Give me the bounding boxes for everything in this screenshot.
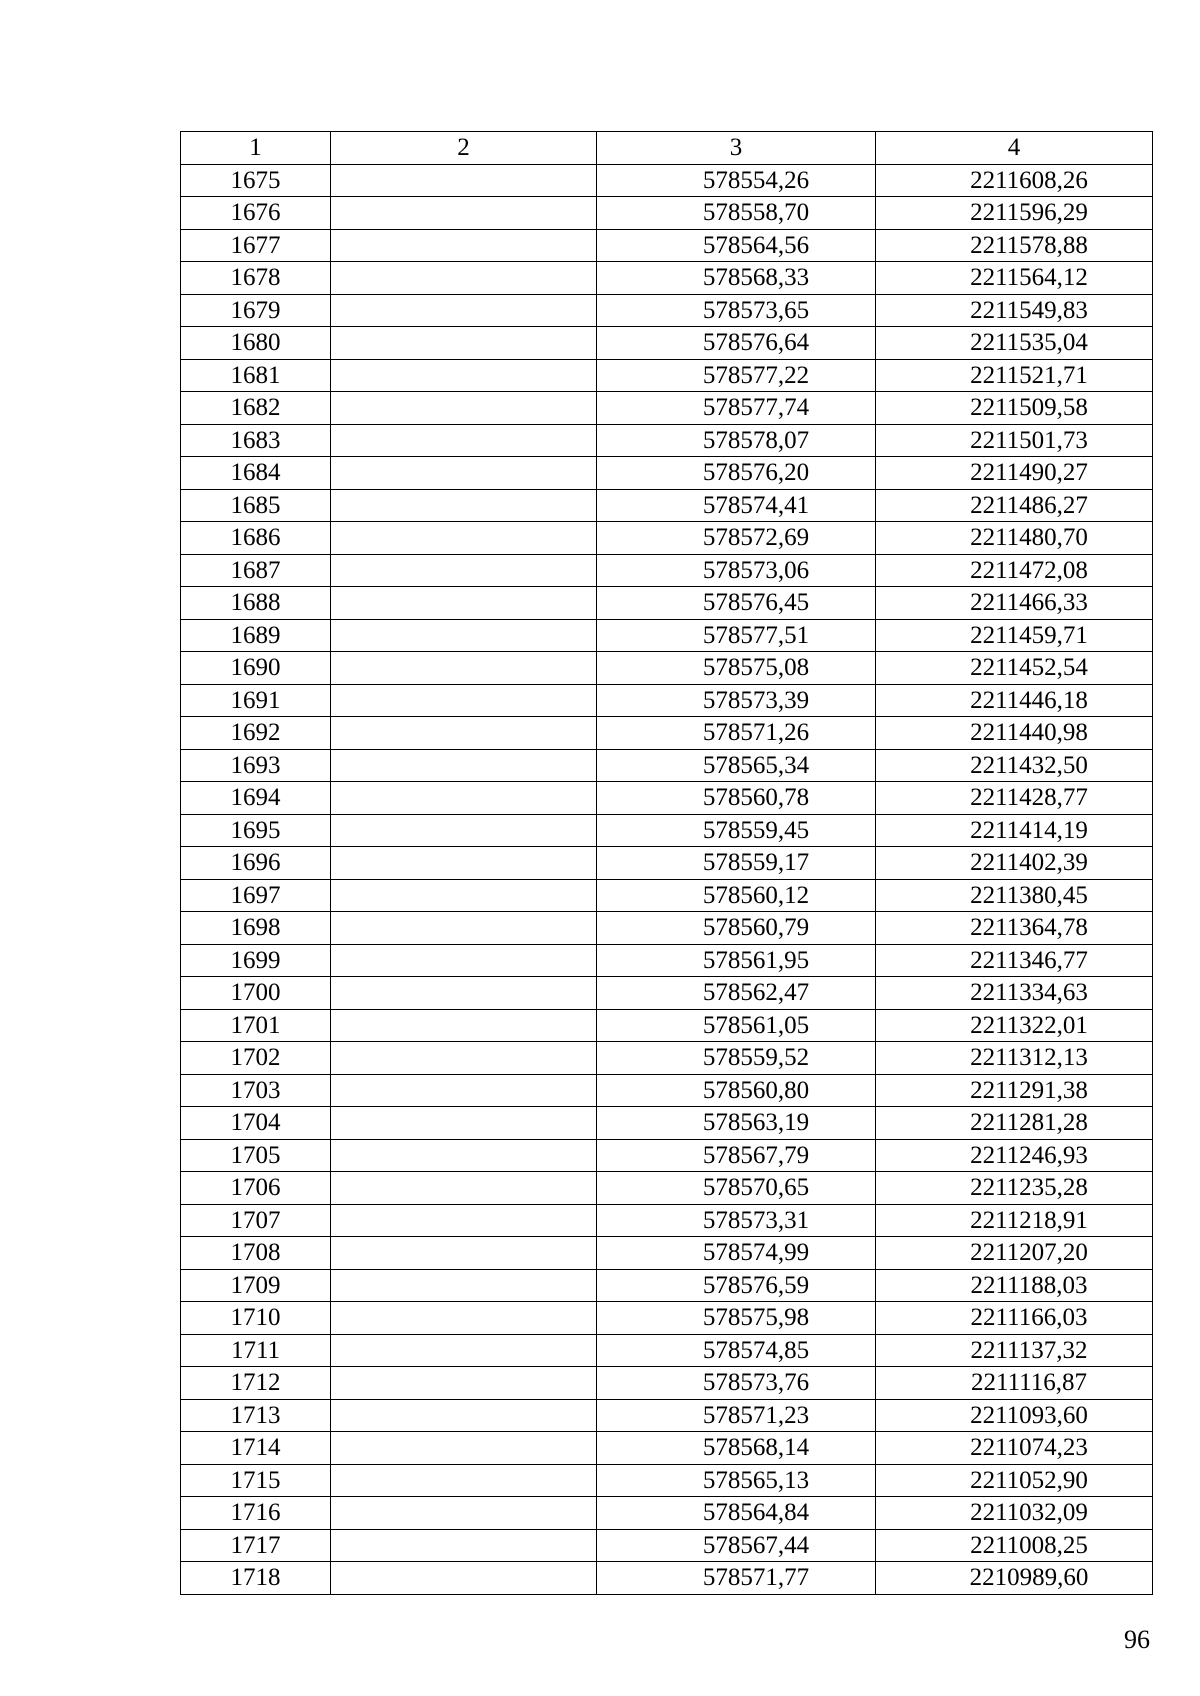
table-row: [181, 847, 1153, 880]
point-number-cell: 1685: [181, 489, 331, 522]
table-row: [181, 1139, 1153, 1172]
empty-cell: [331, 782, 597, 815]
header-row: [181, 132, 1153, 165]
table-row: [181, 749, 1153, 782]
point-number-cell: 1680: [181, 327, 331, 360]
y-coordinate-cell: 2211207,20: [876, 1237, 1153, 1270]
table-row: [181, 1562, 1153, 1595]
y-coordinate-cell: 2211008,25: [876, 1529, 1153, 1562]
x-coordinate-cell: 578577,74: [597, 392, 876, 425]
empty-cell: [331, 522, 597, 555]
header-col-4: 4: [876, 132, 1153, 165]
point-number-cell: 1715: [181, 1464, 331, 1497]
empty-cell: [331, 749, 597, 782]
x-coordinate-cell: 578573,06: [597, 554, 876, 587]
y-coordinate-cell: 2211402,39: [876, 847, 1153, 880]
y-coordinate-cell: 2211452,54: [876, 652, 1153, 685]
point-number-cell: 1698: [181, 912, 331, 945]
table-row: [181, 164, 1153, 197]
y-coordinate-cell: 2211364,78: [876, 912, 1153, 945]
point-number-cell: 1708: [181, 1237, 331, 1270]
point-number-cell: 1707: [181, 1204, 331, 1237]
x-coordinate-cell: 578563,19: [597, 1107, 876, 1140]
y-coordinate-cell: 2211218,91: [876, 1204, 1153, 1237]
x-coordinate-cell: 578575,98: [597, 1302, 876, 1335]
empty-cell: [331, 1464, 597, 1497]
point-number-cell: 1711: [181, 1334, 331, 1367]
table-row: [181, 262, 1153, 295]
y-coordinate-cell: 2211578,88: [876, 229, 1153, 262]
header-col-2: 2: [331, 132, 597, 165]
empty-cell: [331, 1497, 597, 1530]
x-coordinate-cell: 578554,26: [597, 164, 876, 197]
table-row: [181, 229, 1153, 262]
table-row: [181, 554, 1153, 587]
x-coordinate-cell: 578560,78: [597, 782, 876, 815]
point-number-cell: 1696: [181, 847, 331, 880]
table-row: [181, 1432, 1153, 1465]
y-coordinate-cell: 2211052,90: [876, 1464, 1153, 1497]
empty-cell: [331, 197, 597, 230]
table-row: [181, 977, 1153, 1010]
y-coordinate-cell: 2211480,70: [876, 522, 1153, 555]
y-coordinate-cell: 2211166,03: [876, 1302, 1153, 1335]
table-row: [181, 1237, 1153, 1270]
point-number-cell: 1679: [181, 294, 331, 327]
point-number-cell: 1677: [181, 229, 331, 262]
empty-cell: [331, 392, 597, 425]
table-row: [181, 652, 1153, 685]
x-coordinate-cell: 578571,77: [597, 1562, 876, 1595]
empty-cell: [331, 424, 597, 457]
point-number-cell: 1682: [181, 392, 331, 425]
empty-cell: [331, 1107, 597, 1140]
y-coordinate-cell: 2211466,33: [876, 587, 1153, 620]
empty-cell: [331, 1432, 597, 1465]
x-coordinate-cell: 578559,17: [597, 847, 876, 880]
empty-cell: [331, 1367, 597, 1400]
point-number-cell: 1681: [181, 359, 331, 392]
empty-cell: [331, 1399, 597, 1432]
y-coordinate-cell: 2211246,93: [876, 1139, 1153, 1172]
point-number-cell: 1690: [181, 652, 331, 685]
point-number-cell: 1702: [181, 1042, 331, 1075]
y-coordinate-cell: 2211608,26: [876, 164, 1153, 197]
x-coordinate-cell: 578559,45: [597, 814, 876, 847]
table-row: [181, 294, 1153, 327]
table-row: [181, 1204, 1153, 1237]
point-number-cell: 1676: [181, 197, 331, 230]
x-coordinate-cell: 578571,26: [597, 717, 876, 750]
y-coordinate-cell: 2211116,87: [876, 1367, 1153, 1400]
empty-cell: [331, 977, 597, 1010]
empty-cell: [331, 262, 597, 295]
empty-cell: [331, 1529, 597, 1562]
y-coordinate-cell: 2211501,73: [876, 424, 1153, 457]
empty-cell: [331, 652, 597, 685]
point-number-cell: 1694: [181, 782, 331, 815]
table-row: [181, 684, 1153, 717]
table-row: [181, 944, 1153, 977]
x-coordinate-cell: 578572,69: [597, 522, 876, 555]
table-row: [181, 1042, 1153, 1075]
x-coordinate-cell: 578568,14: [597, 1432, 876, 1465]
y-coordinate-cell: 2211428,77: [876, 782, 1153, 815]
empty-cell: [331, 1139, 597, 1172]
x-coordinate-cell: 578573,76: [597, 1367, 876, 1400]
point-number-cell: 1713: [181, 1399, 331, 1432]
point-number-cell: 1717: [181, 1529, 331, 1562]
table-row: [181, 1009, 1153, 1042]
x-coordinate-cell: 578560,80: [597, 1074, 876, 1107]
y-coordinate-cell: 2211521,71: [876, 359, 1153, 392]
table-body: [181, 164, 1153, 1594]
table-row: [181, 1529, 1153, 1562]
point-number-cell: 1710: [181, 1302, 331, 1335]
y-coordinate-cell: 2211490,27: [876, 457, 1153, 490]
coordinates-table: [180, 131, 1153, 1595]
empty-cell: [331, 327, 597, 360]
empty-cell: [331, 1334, 597, 1367]
point-number-cell: 1675: [181, 164, 331, 197]
x-coordinate-cell: 578559,52: [597, 1042, 876, 1075]
y-coordinate-cell: 2211432,50: [876, 749, 1153, 782]
table-row: [181, 522, 1153, 555]
header-col-3: 3: [597, 132, 876, 165]
x-coordinate-cell: 578571,23: [597, 1399, 876, 1432]
point-number-cell: 1692: [181, 717, 331, 750]
point-number-cell: 1709: [181, 1269, 331, 1302]
y-coordinate-cell: 2211414,19: [876, 814, 1153, 847]
point-number-cell: 1703: [181, 1074, 331, 1107]
empty-cell: [331, 1074, 597, 1107]
x-coordinate-cell: 578575,08: [597, 652, 876, 685]
x-coordinate-cell: 578561,95: [597, 944, 876, 977]
point-number-cell: 1706: [181, 1172, 331, 1205]
y-coordinate-cell: 2211440,98: [876, 717, 1153, 750]
point-number-cell: 1695: [181, 814, 331, 847]
empty-cell: [331, 814, 597, 847]
x-coordinate-cell: 578577,51: [597, 619, 876, 652]
y-coordinate-cell: 2211074,23: [876, 1432, 1153, 1465]
x-coordinate-cell: 578567,44: [597, 1529, 876, 1562]
point-number-cell: 1687: [181, 554, 331, 587]
x-coordinate-cell: 578576,20: [597, 457, 876, 490]
empty-cell: [331, 912, 597, 945]
table-row: [181, 359, 1153, 392]
empty-cell: [331, 847, 597, 880]
empty-cell: [331, 359, 597, 392]
empty-cell: [331, 229, 597, 262]
table-row: [181, 1269, 1153, 1302]
y-coordinate-cell: 2211549,83: [876, 294, 1153, 327]
table-row: [181, 1399, 1153, 1432]
empty-cell: [331, 1269, 597, 1302]
point-number-cell: 1691: [181, 684, 331, 717]
empty-cell: [331, 554, 597, 587]
table-row: [181, 912, 1153, 945]
table-row: [181, 782, 1153, 815]
y-coordinate-cell: 2211486,27: [876, 489, 1153, 522]
table-row: [181, 619, 1153, 652]
x-coordinate-cell: 578574,41: [597, 489, 876, 522]
point-number-cell: 1699: [181, 944, 331, 977]
x-coordinate-cell: 578558,70: [597, 197, 876, 230]
y-coordinate-cell: 2211312,13: [876, 1042, 1153, 1075]
x-coordinate-cell: 578561,05: [597, 1009, 876, 1042]
empty-cell: [331, 1237, 597, 1270]
y-coordinate-cell: 2211032,09: [876, 1497, 1153, 1530]
table-row: [181, 457, 1153, 490]
x-coordinate-cell: 578570,65: [597, 1172, 876, 1205]
point-number-cell: 1712: [181, 1367, 331, 1400]
empty-cell: [331, 619, 597, 652]
table-row: [181, 1074, 1153, 1107]
header-col-1: 1: [181, 132, 331, 165]
x-coordinate-cell: 578562,47: [597, 977, 876, 1010]
x-coordinate-cell: 578560,12: [597, 879, 876, 912]
x-coordinate-cell: 578560,79: [597, 912, 876, 945]
y-coordinate-cell: 2211380,45: [876, 879, 1153, 912]
point-number-cell: 1705: [181, 1139, 331, 1172]
y-coordinate-cell: 2210989,60: [876, 1562, 1153, 1595]
point-number-cell: 1704: [181, 1107, 331, 1140]
x-coordinate-cell: 578573,65: [597, 294, 876, 327]
y-coordinate-cell: 2211509,58: [876, 392, 1153, 425]
x-coordinate-cell: 578564,84: [597, 1497, 876, 1530]
table-row: [181, 1497, 1153, 1530]
y-coordinate-cell: 2211235,28: [876, 1172, 1153, 1205]
table-header: [181, 132, 1153, 165]
point-number-cell: 1683: [181, 424, 331, 457]
x-coordinate-cell: 578576,64: [597, 327, 876, 360]
table-row: [181, 327, 1153, 360]
x-coordinate-cell: 578567,79: [597, 1139, 876, 1172]
point-number-cell: 1701: [181, 1009, 331, 1042]
empty-cell: [331, 1009, 597, 1042]
x-coordinate-cell: 578565,13: [597, 1464, 876, 1497]
table-row: [181, 717, 1153, 750]
point-number-cell: 1686: [181, 522, 331, 555]
point-number-cell: 1716: [181, 1497, 331, 1530]
empty-cell: [331, 684, 597, 717]
point-number-cell: 1684: [181, 457, 331, 490]
x-coordinate-cell: 578574,85: [597, 1334, 876, 1367]
point-number-cell: 1714: [181, 1432, 331, 1465]
point-number-cell: 1693: [181, 749, 331, 782]
page-number: 96: [1124, 1625, 1150, 1654]
table-row: [181, 879, 1153, 912]
x-coordinate-cell: 578576,59: [597, 1269, 876, 1302]
x-coordinate-cell: 578564,56: [597, 229, 876, 262]
x-coordinate-cell: 578568,33: [597, 262, 876, 295]
point-number-cell: 1688: [181, 587, 331, 620]
empty-cell: [331, 1302, 597, 1335]
empty-cell: [331, 164, 597, 197]
table-row: [181, 197, 1153, 230]
empty-cell: [331, 879, 597, 912]
point-number-cell: 1718: [181, 1562, 331, 1595]
table-row: [181, 587, 1153, 620]
y-coordinate-cell: 2211291,38: [876, 1074, 1153, 1107]
table-row: [181, 489, 1153, 522]
empty-cell: [331, 717, 597, 750]
point-number-cell: 1678: [181, 262, 331, 295]
table-row: [181, 814, 1153, 847]
table-row: [181, 1172, 1153, 1205]
table-row: [181, 1302, 1153, 1335]
empty-cell: [331, 1042, 597, 1075]
empty-cell: [331, 1204, 597, 1237]
x-coordinate-cell: 578578,07: [597, 424, 876, 457]
table-row: [181, 424, 1153, 457]
table-row: [181, 392, 1153, 425]
table-row: [181, 1107, 1153, 1140]
y-coordinate-cell: 2211459,71: [876, 619, 1153, 652]
x-coordinate-cell: 578577,22: [597, 359, 876, 392]
y-coordinate-cell: 2211564,12: [876, 262, 1153, 295]
y-coordinate-cell: 2211188,03: [876, 1269, 1153, 1302]
y-coordinate-cell: 2211093,60: [876, 1399, 1153, 1432]
y-coordinate-cell: 2211334,63: [876, 977, 1153, 1010]
y-coordinate-cell: 2211596,29: [876, 197, 1153, 230]
x-coordinate-cell: 578573,39: [597, 684, 876, 717]
y-coordinate-cell: 2211535,04: [876, 327, 1153, 360]
empty-cell: [331, 489, 597, 522]
table-row: [181, 1334, 1153, 1367]
x-coordinate-cell: 578573,31: [597, 1204, 876, 1237]
y-coordinate-cell: 2211322,01: [876, 1009, 1153, 1042]
y-coordinate-cell: 2211281,28: [876, 1107, 1153, 1140]
empty-cell: [331, 944, 597, 977]
x-coordinate-cell: 578565,34: [597, 749, 876, 782]
y-coordinate-cell: 2211446,18: [876, 684, 1153, 717]
empty-cell: [331, 457, 597, 490]
empty-cell: [331, 294, 597, 327]
x-coordinate-cell: 578576,45: [597, 587, 876, 620]
y-coordinate-cell: 2211472,08: [876, 554, 1153, 587]
table-row: [181, 1464, 1153, 1497]
empty-cell: [331, 1172, 597, 1205]
table-row: [181, 1367, 1153, 1400]
empty-cell: [331, 1562, 597, 1595]
point-number-cell: 1700: [181, 977, 331, 1010]
point-number-cell: 1697: [181, 879, 331, 912]
y-coordinate-cell: 2211346,77: [876, 944, 1153, 977]
y-coordinate-cell: 2211137,32: [876, 1334, 1153, 1367]
point-number-cell: 1689: [181, 619, 331, 652]
empty-cell: [331, 587, 597, 620]
x-coordinate-cell: 578574,99: [597, 1237, 876, 1270]
